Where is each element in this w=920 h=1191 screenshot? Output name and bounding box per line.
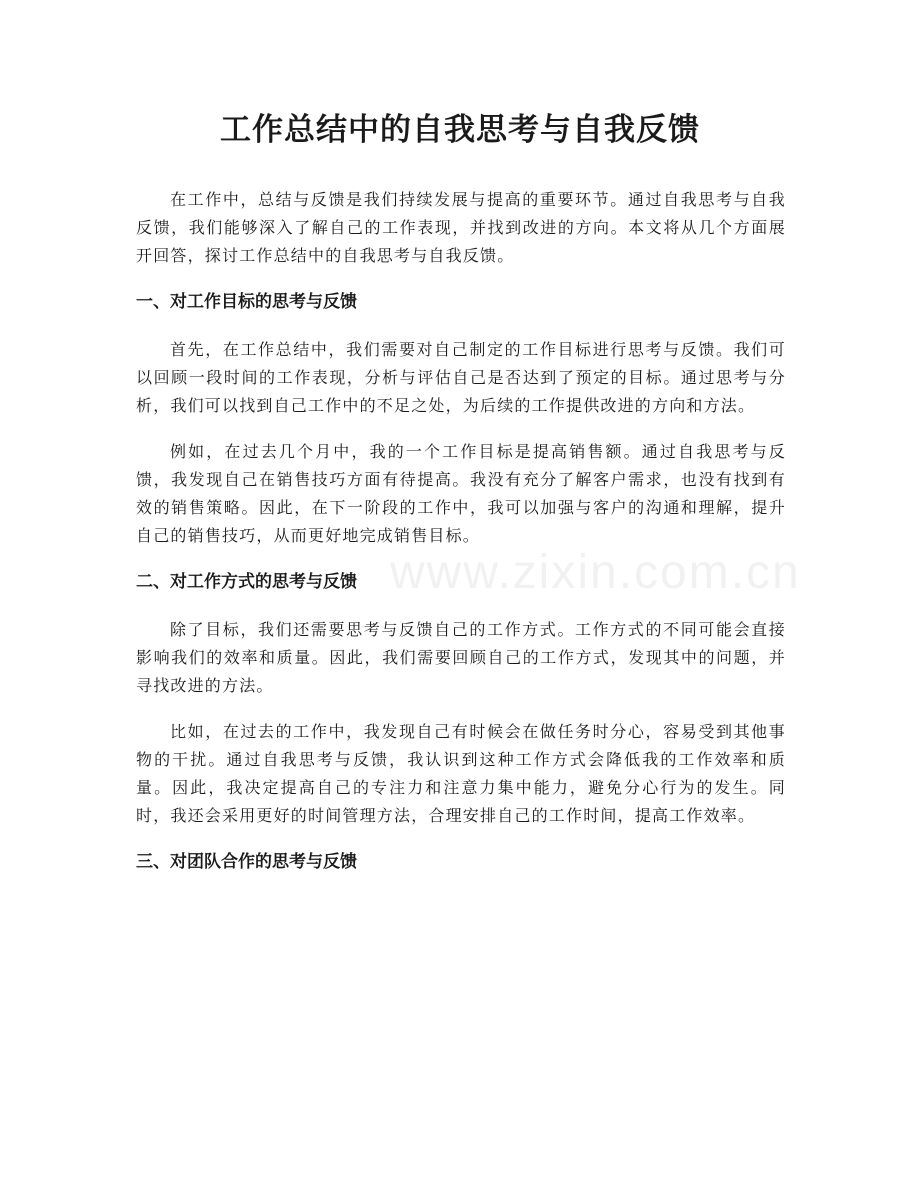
section-heading-2: 二、对工作方式的思考与反馈 <box>136 572 357 592</box>
document-body <box>136 186 786 896</box>
intro-paragraph: 在工作中，总结与反馈是我们持续发展与提高的重要环节。通过自我思考与自我反馈，我们能够深入了解自己的工作表现，并找到改进的方向。本文将从几个方面展开回答，探讨工作总结中的自我思考与自我反馈。 <box>136 190 786 265</box>
section-1-paragraph-2: 例如，在过去几个月中，我的一个工作目标是提高销售额。通过自我思考与反馈，我发现自己在销售技巧方面有待提高。我没有充分了解客户需求，也没有找到有效的销售策略。因此，在下一阶段的工作中，我可以加强与客户的沟通和理解，提升自己的销售技巧，从而更好地完成销售目标。 <box>136 442 786 545</box>
section-heading-1: 一、对工作目标的思考与反馈 <box>136 292 357 312</box>
section-1-paragraph-1: 首先，在工作总结中，我们需要对自己制定的工作目标进行思考与反馈。我们可以回顾一段时间的工作表现，分析与评估自己是否达到了预定的目标。通过思考与分析，我们可以找到自己工作中的不足之处，为后续的工作提供改进的方向和方法。 <box>136 340 786 415</box>
page-title: 工作总结中的自我思考与自我反馈 <box>220 112 700 148</box>
section-heading-3: 三、对团队合作的思考与反馈 <box>136 852 357 872</box>
section-2-paragraph-1: 除了目标，我们还需要思考与反馈自己的工作方式。工作方式的不同可能会直接影响我们的效率和质量。因此，我们需要回顾自己的工作方式，发现其中的问题，并寻找改进的方法。 <box>136 620 786 695</box>
watermark-text: www.zixin.com.cn <box>390 546 801 599</box>
section-2-paragraph-2: 比如，在过去的工作中，我发现自己有时候会在做任务时分心，容易受到其他事物的干扰。通过自我思考与反馈，我认识到这种工作方式会降低我的工作效率和质量。因此，我决定提高自己的专注力和注意力集中能力，避免分心行为的发生。同时，我还会采用更好的时间管理方法，合理安排自己的工作时间，提高工作效率。 <box>136 722 786 825</box>
